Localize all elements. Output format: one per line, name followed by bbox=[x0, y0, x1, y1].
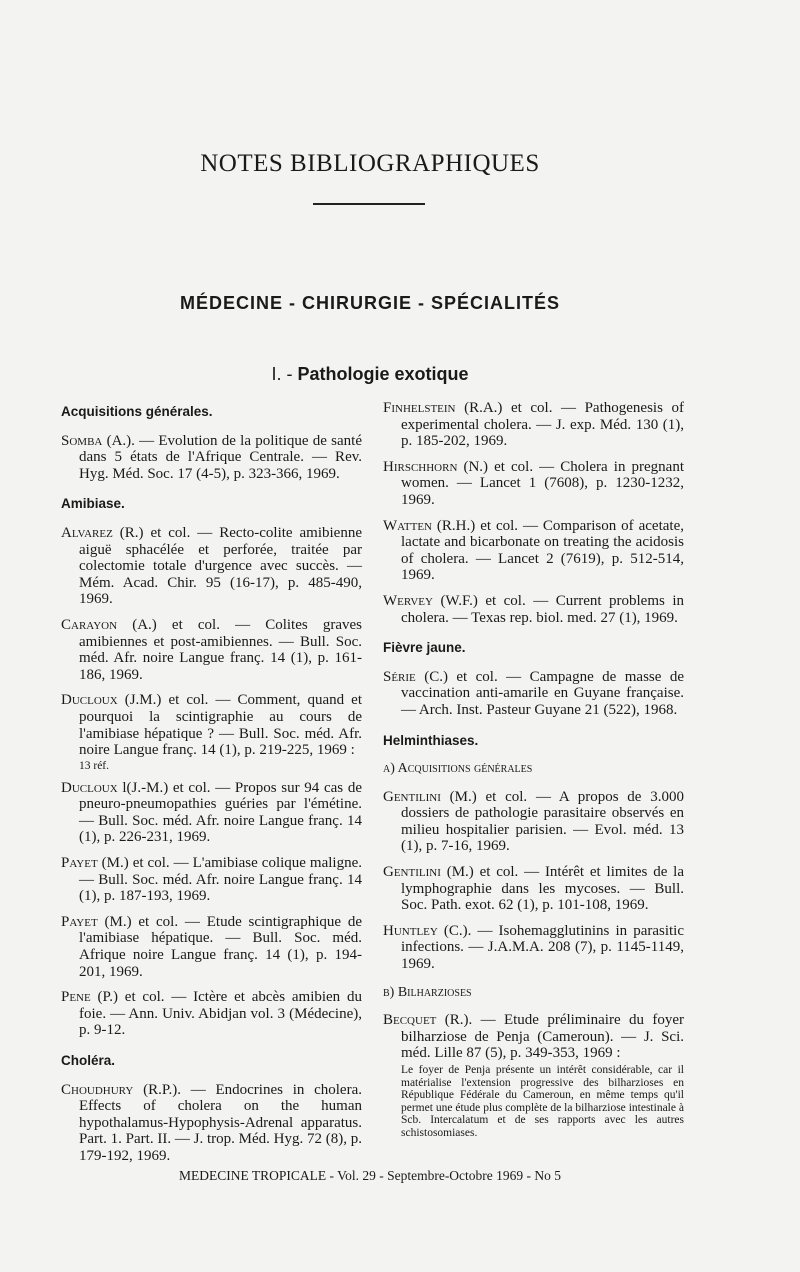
entry-author: Becquet bbox=[383, 1012, 437, 1029]
section-heading: MÉDECINE - CHIRURGIE - SPÉCIALITÉS bbox=[179, 293, 561, 313]
entry-note: Le foyer de Penja présente un intérêt considérable, car il matérialise l'extension progressive des bilharzioses en République Fédérale du Cameroun, en même temps qu'il permet une étude plus complète de la bilharziose intestinale à Scb. Intercalatum et de ses rapports avec les autres schistosomiases. bbox=[401, 1064, 684, 1139]
bib-entry bbox=[61, 617, 362, 683]
entry-author: Carayon bbox=[61, 616, 118, 633]
entry-author: Ducloux bbox=[61, 692, 118, 709]
entry-author: Finhelstein bbox=[383, 400, 456, 416]
entry-author: Gentilini bbox=[383, 788, 441, 805]
entry-text: (R.P.). — Endocrines in cholera. Effects of cholera on the human hypothalamus-Hypophysis-Adrenal apparatus. Part. 1. Part. II. — J. trop. Méd. Hyg. 72 (8), p. 179-192, 1969. bbox=[79, 1081, 362, 1164]
bib-entry bbox=[61, 855, 362, 905]
entry-text: (M.) et col. — L'amibiase colique maligne. — Bull. Soc. méd. Afr. noire Langue franç. 14 (1), p. 187-193, 1969. bbox=[79, 855, 362, 905]
category-heading: Fièvre jaune. bbox=[383, 640, 466, 656]
entry-text: (A.) et col. — Colites graves amibiennes et post-amibiennes. — Bull. Soc. méd. Afr. noire Langue franç. 14 (1), p. 161-186, 1969. bbox=[79, 616, 362, 683]
entry-text: (W.F.) et col. — Current problems in cholera. — Texas rep. biol. med. 27 (1), 1969. bbox=[401, 592, 684, 626]
category-heading: Choléra. bbox=[61, 1053, 116, 1068]
entry-note: 13 réf. bbox=[79, 759, 110, 772]
bib-entry bbox=[61, 1082, 362, 1165]
category-heading: Acquisitions générales. bbox=[61, 404, 213, 419]
entry-text: (R.). — Etude préliminaire du foyer bilharziose de Penja (Cameroun). — J. Sci. méd. Lille 87 (5), p. 349-353, 1969 : bbox=[401, 1012, 684, 1062]
bib-entry bbox=[383, 593, 684, 626]
title-rule bbox=[313, 203, 425, 205]
subcategory-heading: b) Bilharzioses bbox=[383, 984, 472, 1000]
bib-entry bbox=[383, 923, 684, 973]
entry-text: (N.) et col. — Cholera in pregnant women. — Lancet 1 (7608), p. 1230-1232, 1969. bbox=[401, 458, 684, 508]
category-heading: Helminthiases. bbox=[383, 732, 479, 748]
entry-text: (M.) et col. — Etude scintigraphique de l'amibiase hépatique. — Bull. Soc. méd. Afrique noire Langue franç. 14 (1), p. 194-201, 1969. bbox=[79, 913, 362, 980]
entry-text: (R.H.) et col. — Comparison of acetate, lactate and bicarbonate on treating the acidosis of cholera. — Lancet 2 (7619), p. 512-514, 1969. bbox=[401, 517, 684, 584]
category-heading: Amibiase. bbox=[61, 496, 125, 512]
entry-author: Wervey bbox=[383, 592, 433, 609]
entry-author: Choudhury bbox=[61, 1081, 134, 1098]
entry-author: Ducloux bbox=[61, 779, 118, 796]
entry-author: Payet bbox=[61, 855, 98, 872]
entry-author: Somba bbox=[61, 432, 103, 449]
bib-entry bbox=[61, 692, 362, 758]
right-column bbox=[383, 400, 684, 1139]
page-footer: MEDECINE TROPICALE - Vol. 29 - Septembre-Octobre 1969 - No 5 bbox=[178, 1168, 562, 1183]
entry-text: (M.) et col. — Intérêt et limites de la lymphographie dans les mycoses. — Bull. Soc. Path. exot. 62 (1), p. 101-108, 1969. bbox=[401, 864, 684, 914]
entry-author: Payet bbox=[61, 913, 98, 930]
entry-text: (A.). — Evolution de la politique de santé dans 5 états de l'Afrique Centrale. — Rev. Hyg. Méd. Soc. 17 (4-5), p. 323-366, 1969. bbox=[79, 432, 362, 482]
bib-entry bbox=[383, 864, 684, 914]
subcategory-heading: a) Acquisitions générales bbox=[383, 761, 533, 777]
bib-entry bbox=[61, 989, 362, 1039]
entry-author: Huntley bbox=[383, 922, 438, 939]
left-column bbox=[61, 400, 362, 1174]
entry-text: (C.) et col. — Campagne de masse de vaccination anti-amarile en Guyane française. — Arch. Inst. Pasteur Guyane 21 (522), 1968. bbox=[401, 668, 684, 718]
entry-author: Pene bbox=[61, 989, 91, 1006]
entry-author: Gentilini bbox=[383, 864, 441, 881]
entry-text: (M.) et col. — A propos de 3.000 dossiers de pathologie parasitaire observés en milieu hospitalier parisien. — Evol. méd. 13 (1), p. 7-16, 1969. bbox=[401, 788, 684, 855]
entry-author: Série bbox=[383, 668, 416, 685]
page-title: NOTES BIBLIOGRAPHIQUES bbox=[200, 150, 540, 177]
bib-entry bbox=[61, 914, 362, 980]
entry-text: (R.A.) et col. — Pathogenesis of experimental cholera. — J. exp. Méd. 130 (1), p. 185-202, 1969. bbox=[401, 400, 684, 450]
entry-author: Watten bbox=[383, 517, 432, 534]
bib-entry bbox=[61, 433, 362, 483]
entry-text: (J.M.) et col. — Comment, quand et pourquoi la scintigraphie au cours de l'amibiase hépatique ? — Bull. Soc. méd. Afr. noire Langue franç. 14 (1), p. 219-225, 1969 : bbox=[79, 692, 362, 759]
bib-entry bbox=[383, 518, 684, 584]
entry-author: Alvarez bbox=[61, 524, 113, 541]
entry-text: (R.) et col. — Recto-colite amibienne aiguë sphacélée et perforée, traitée par colectomie totale d'urgence avec succès. — Mém. Acad. Chir. 95 (16-17), p. 485-490, 1969. bbox=[79, 524, 362, 608]
bib-entry bbox=[383, 789, 684, 855]
bib-entry bbox=[383, 669, 684, 719]
bib-entry bbox=[61, 780, 362, 846]
subsection-number: I. - bbox=[271, 364, 293, 384]
entry-author: Hirschhorn bbox=[383, 458, 458, 475]
bib-entry bbox=[61, 525, 362, 608]
entry-text: (C.). — Isohemagglutinins in parasitic infections. — J.A.M.A. 208 (7), p. 1145-1149, 1969. bbox=[401, 922, 684, 973]
bib-entry bbox=[383, 459, 684, 509]
entry-text: (P.) et col. — Ictère et abcès amibien du foie. — Ann. Univ. Abidjan vol. 3 (Médecine), p. 9-12. bbox=[79, 989, 362, 1039]
subsection-title: Pathologie exotique bbox=[297, 364, 469, 384]
bib-entry bbox=[383, 400, 684, 450]
subsection-heading bbox=[0, 364, 740, 385]
entry-text: l(J.-M.) et col. — Propos sur 94 cas de pneuro-pneumopathies guéries par l'émétine. — Bull. Soc. méd. Afr. noire Langue franç. 14 (1), p. 226-231, 1969. bbox=[79, 779, 362, 846]
bib-entry bbox=[383, 1012, 684, 1062]
